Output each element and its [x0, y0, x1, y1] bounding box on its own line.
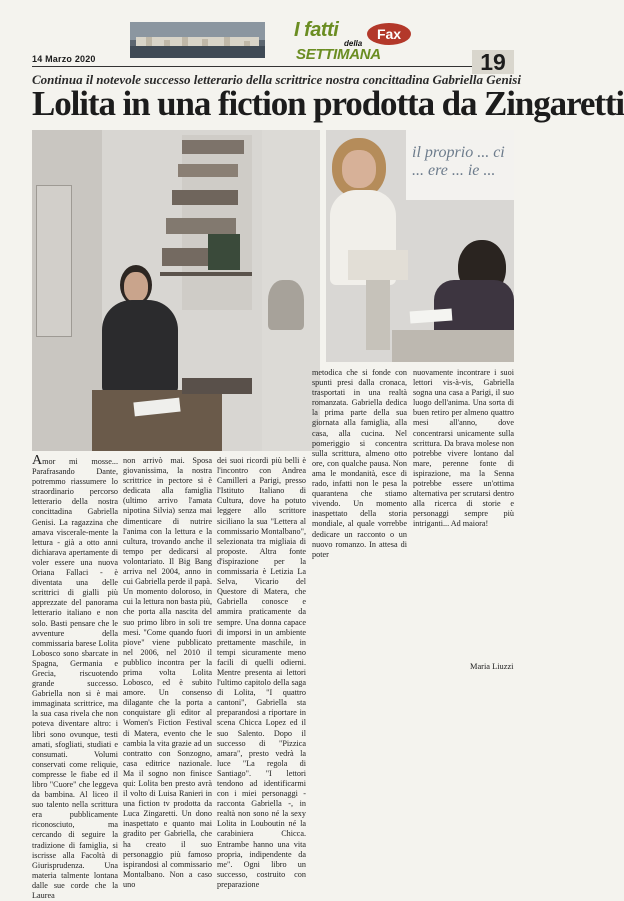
article-column-4	[312, 368, 407, 560]
article-column-2	[123, 456, 212, 890]
town-panorama-image	[130, 22, 265, 58]
article-column-2-text: non arrivò mai. Sposa giovanissima, la nostra scrittrice in pectore si è dedicata alla famiglia (ultimo arrivo l'amata nipotina Silvia) senza mai dimenticare di nutrire l'anima con la lettura e la cultura, trovando anche il tempo per dedicarsi al volontariato. Il Big Bang arriva nel 2004, anno in cui Gabriella perde il papà. Un momento doloroso, in cui la lettura non basta più, che porta alla nascita del suo primo libro in soli tre mesi. "Come quando fuori piove" viene pubblicato nel 2006, nel 2010 il pubblico incontra per la prima volta Lolita Lobosco, ed è subito amore. Un consenso dilagante che la porta a conquistare gli editor al Women's Fiction Festival di Matera, evento che le cambia la vita grazie ad un contratto con Sonzogno, casa editrice nazionale. Ma il sogno non finisce qui: Lolita ben presto avrà il volto di Luisa Ranieri in una fiction tv prodotta da Luca Zingaretti. Un dono inaspettato e quanto mai gradito per Gabriella, che ha creato il suo personaggio più famoso ispirandosi al commissario Montalbano. Non a caso uno	[123, 456, 212, 889]
article-column-1-text: mor mi mosse... Parafrasando Dante, potremmo riassumere lo straordinario percorso letterario della nostra concittadina Gabriella Genisi. La ragazzina che amava viscerale-mente la lettura - già a otto anni dichiarava apertamente di voler essere una nuova Oriana Fallaci - è diventata una delle scrittrici di gialli più apprezzate del panorama letterario italiano e non solo. Basti pensare che le avventure della commissaria barese Lolita Lobosco sono sbarcate in Spagna, Germania e Grecia, riscuotendo grande successo. Gabriella non si è mai immaginata scrittrice, ma la sua casa rivela che non poteva diventare altro: i libri sono ovunque, testi amati, sfogliati, studiati e consumati. Volumi conservati come reliquie, compresse le fiabe ed il libro "Cuore" che leggeva da bambina. Al liceo il suo talento nella scrittura era pubblicamente riconosciuto, ma cercando di seguire la tradizione di famiglia, si iscrisse alla Facoltà di Giurisprudenza. Una materia talmente lontana dalle sue corde che la Laurea	[32, 457, 118, 901]
article-column-5	[413, 368, 514, 530]
article-column-1	[32, 453, 118, 901]
author-signature: Maria Liuzzi	[470, 662, 514, 671]
header-divider	[32, 66, 472, 67]
article-kicker: Continua il notevole successo letterario della scrittrice nostra concittadina Gabriella Genisi	[32, 72, 521, 87]
article-column-3	[217, 456, 306, 890]
logo-fax-badge: Fax	[367, 23, 411, 45]
logo-text-settimana: SETTIMANA	[296, 46, 381, 63]
article-column-3-text: dei suoi ricordi più belli è l'incontro con Andrea Camilleri a Parigi, presso l'Istituto Italiano di Cultura, dove ha potuto leggere allo scrittore siciliano la sua "Lettera al commissario Montalbano", selezionata tra migliaia di proposte. Altra fonte d'ispirazione per la commissaria è Letizia La Selva, Vicario del Questore di Matera, che Gabriella conosce e ammira praticamente da sempre. Una donna capace di imporsi in un ambiente prettamente maschile, in tempi sicuramente meno facili di quelli odierni. Mentre presenta ai lettori l'ultimo capitolo della saga di Lolita, "I quattro cantoni", Gabriella sta preparandosi a riportare in scena Chicca Lopez ed il suo Salento. Dopo il successo di "Pizzica amara", presto vedrà la luce "La regola di Santiago". "I lettori tendono ad identificarmi con i miei personaggi - racconta Gabriella -, in realtà non sono né la sexy Lolita in Louboutin né la carabiniera Chicca. Entrambe hanno una vita propria, indipendente da me". Ogni libro un successo, costruito con preparazione	[217, 456, 306, 889]
article-headline: Lolita in una fiction prodotta da Zingaretti	[32, 84, 624, 123]
photo-sign-text: il proprio ... ci ... ere ... ie ...	[412, 144, 505, 179]
article-column-5-text: nuovamente incontrare i suoi lettori vis-à-vis, Gabriella sogna una casa a Parigi, il suo luogo dell'anima. Una sorta di buen retiro per almeno quattro mesi all'anno, dove concentrarsi unicamente sulla scrittura. Da brava molese non potrebbe vivere lontano dal mare, perenne fonte di ispirazione, ma la Senna potrebbe essere un'ottima alternativa per scrutarsi dentro alla ricerca di storie e personaggi sempre più intriganti... Ad maiora!	[413, 368, 514, 529]
photo-writer-at-desk	[32, 130, 320, 451]
drop-cap: A	[32, 453, 43, 468]
masthead-logo	[294, 19, 447, 62]
issue-date: 14 Marzo 2020	[32, 54, 96, 64]
article-column-4-text: metodica che si fonde con spunti presi dalla cronaca, trasportati in una realtà romanzata. Gabriella dedica la prima parte della sua giornata alla famiglia, alla casa, alla cucina. Nel pomeriggio si concentra sulla scrittura, almeno otto ore, con qualche pausa. Non ama le mondanità, esce di rado, infatti non le pesa la quarantena che stiamo vivendo. Un momento inaspettato della storia mondiale, al quale vorrebbe dedicare un racconto o un nuovo romanzo. In attesa di poter	[312, 368, 407, 559]
logo-text-della: della	[344, 39, 363, 48]
logo-text-fatti: I fatti	[294, 19, 339, 41]
page-number: 19	[472, 50, 514, 74]
photo-writer-with-actress	[326, 130, 514, 362]
